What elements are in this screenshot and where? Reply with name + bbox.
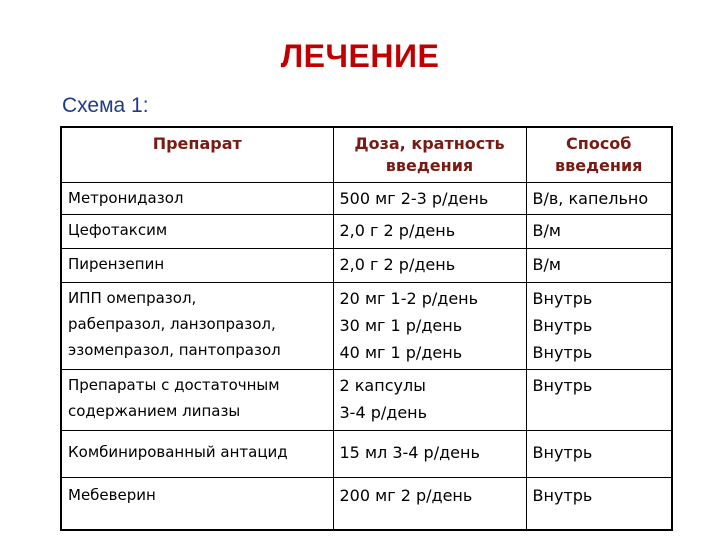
dose-cell bbox=[333, 370, 526, 431]
drug-name: рабепразол, ланзопразол, bbox=[68, 315, 276, 333]
table-row bbox=[61, 478, 672, 531]
route-cell bbox=[526, 183, 672, 215]
route-cell bbox=[526, 215, 672, 249]
dose-value: 200 мг 2 р/день bbox=[339, 486, 473, 505]
drug-cell bbox=[61, 478, 333, 531]
table-row bbox=[61, 431, 672, 478]
scheme-label: Схема 1: bbox=[62, 94, 149, 117]
dose-value: 2,0 г 2 р/день bbox=[339, 221, 456, 240]
table-row bbox=[61, 249, 672, 283]
page-title: ЛЕЧЕНИЕ bbox=[280, 38, 440, 74]
table-row bbox=[61, 283, 672, 370]
dose-value: 20 мг 1-2 р/день bbox=[339, 289, 479, 308]
route-cell bbox=[526, 249, 672, 283]
drug-name: эзомепразол, пантопразол bbox=[68, 341, 281, 359]
dose-value: 30 мг 1 р/день bbox=[339, 316, 463, 335]
route-value: Внутрь bbox=[532, 343, 593, 362]
drug-name: Пирензепин bbox=[68, 255, 165, 273]
dose-cell bbox=[333, 283, 526, 370]
dose-value: 2,0 г 2 р/день bbox=[339, 255, 456, 274]
header-route: Способ введения bbox=[526, 127, 672, 183]
table-row bbox=[61, 215, 672, 249]
route-value: Внутрь bbox=[532, 316, 593, 335]
dose-cell bbox=[333, 249, 526, 283]
header-dose: Доза, кратность введения bbox=[333, 127, 526, 183]
route-value: Внутрь bbox=[532, 486, 593, 505]
route-value: В/м bbox=[532, 255, 561, 274]
dose-value: 40 мг 1 р/день bbox=[339, 343, 463, 362]
table-row bbox=[61, 370, 672, 431]
drug-cell bbox=[61, 183, 333, 215]
dose-value: 15 мл 3-4 р/день bbox=[339, 443, 480, 462]
drug-name: Комбинированный антацид bbox=[68, 443, 288, 461]
dose-cell bbox=[333, 478, 526, 531]
drug-name: содержанием липазы bbox=[68, 402, 241, 420]
drug-cell bbox=[61, 215, 333, 249]
drug-name: Препараты с достаточным bbox=[68, 376, 280, 394]
route-cell bbox=[526, 283, 672, 370]
drug-name: Метронидазол bbox=[68, 189, 184, 207]
route-cell bbox=[526, 478, 672, 531]
route-value: Внутрь bbox=[532, 289, 593, 308]
dose-cell bbox=[333, 215, 526, 249]
table-header-row bbox=[61, 127, 672, 183]
drug-cell bbox=[61, 431, 333, 478]
table-row bbox=[61, 183, 672, 215]
drug-cell bbox=[61, 249, 333, 283]
drug-name: ИПП омепразол, bbox=[68, 289, 197, 307]
drug-name: Мебеверин bbox=[68, 486, 156, 504]
drug-name: Цефотаксим bbox=[68, 221, 168, 239]
header-drug: Препарат bbox=[61, 127, 333, 183]
dose-value: 3-4 р/день bbox=[339, 403, 428, 422]
route-value: Внутрь bbox=[532, 376, 593, 395]
drug-cell bbox=[61, 283, 333, 370]
route-value: В/в, капельно bbox=[532, 189, 649, 208]
dose-cell bbox=[333, 183, 526, 215]
treatment-table bbox=[60, 126, 673, 531]
dose-cell bbox=[333, 431, 526, 478]
route-value: В/м bbox=[532, 221, 561, 240]
route-value: Внутрь bbox=[532, 443, 593, 462]
route-cell bbox=[526, 370, 672, 431]
drug-cell bbox=[61, 370, 333, 431]
route-cell bbox=[526, 431, 672, 478]
dose-value: 2 капсулы bbox=[339, 376, 426, 395]
dose-value: 500 мг 2-3 р/день bbox=[339, 189, 489, 208]
